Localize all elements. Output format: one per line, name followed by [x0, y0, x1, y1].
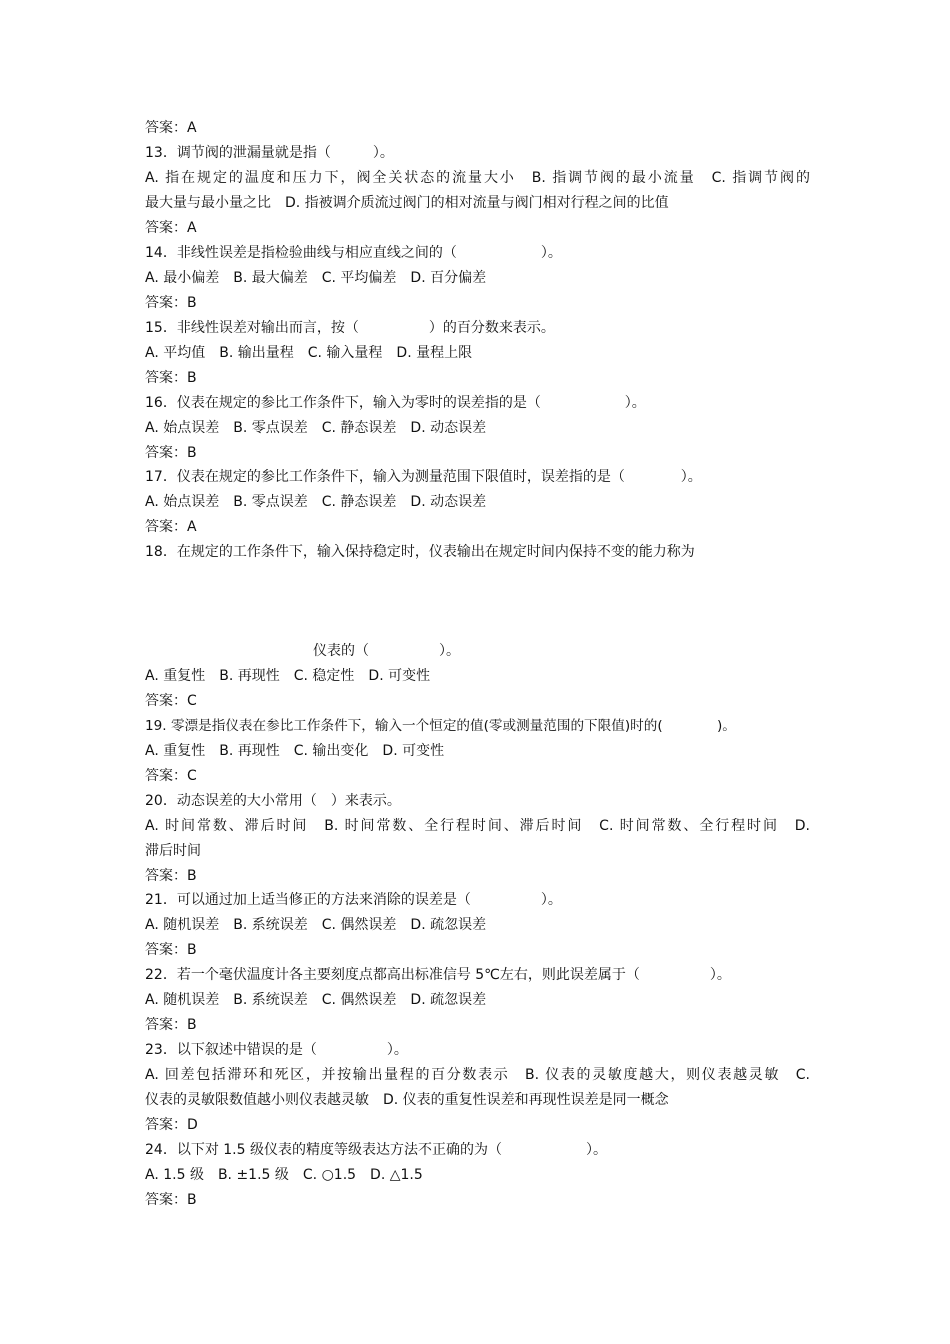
answer-line: 答案：B [145, 868, 197, 884]
question-17: 17．仪表在规定的参比工作条件下，输入为测量范围下限值时，误差指的是（ ）。 [145, 469, 702, 485]
question-21: 21．可以通过加上适当修正的方法来消除的误差是（ ）。 [145, 892, 562, 908]
options-16: A. 始点误差 B. 零点误差 C. 静态误差 D. 动态误差 [145, 420, 487, 436]
answer-line: 答案：B [145, 295, 197, 311]
question-13: 13．调节阀的泄漏量就是指（ ）。 [145, 145, 394, 161]
options-14: A. 最小偏差 B. 最大偏差 C. 平均偏差 D. 百分偏差 [145, 270, 487, 286]
answer-line: 答案：A [145, 220, 197, 236]
question-15: 15．非线性误差对输出而言，按（ ）的百分数来表示。 [145, 320, 555, 336]
options-23-line-1: A. 回差包括滞环和死区，并按输出量程的百分数表示 B. 仪表的灵敏度越大，则仪表越灵敏 C. [145, 1067, 810, 1083]
question-24: 24．以下对 1.5 级仪表的精度等级表达方法不正确的为（ ）。 [145, 1142, 607, 1158]
options-24: A. 1.5 级 B. ±1.5 级 C. ○1.5 D. △1.5 [145, 1167, 423, 1183]
options-23-line-2: 仪表的灵敏限数值越小则仪表越灵敏 D. 仪表的重复性误差和再现性误差是同一概念 [145, 1092, 669, 1108]
options-17: A. 始点误差 B. 零点误差 C. 静态误差 D. 动态误差 [145, 494, 487, 510]
answer-line: 答案：C [145, 693, 197, 709]
options-13-line-1: A. 指在规定的温度和压力下，阀全关状态的流量大小 B. 指调节阀的最小流量 C. 指调节阀的 [145, 170, 810, 186]
question-23: 23．以下叙述中错误的是（ ）。 [145, 1042, 408, 1058]
question-18-line-1: 18．在规定的工作条件下，输入保持稳定时，仪表输出在规定时间内保持不变的能力称为 [145, 544, 695, 560]
question-19: 19. 零漂是指仪表在参比工作条件下，输入一个恒定的值(零或测量范围的下限值)时的( )。 [145, 718, 736, 734]
question-18-line-2: 仪表的（ ）。 [313, 643, 460, 659]
answer-line: 答案：B [145, 942, 197, 958]
options-13-line-2: 最大量与最小量之比 D. 指被调介质流过阀门的相对流量与阀门相对行程之间的比值 [145, 195, 669, 211]
question-20: 20．动态误差的大小常用（ ）来表示。 [145, 793, 401, 809]
options-20-line-1: A. 时间常数、滞后时间 B. 时间常数、全行程时间、滞后时间 C. 时间常数、全行程时间 D. [145, 818, 810, 834]
answer-line: 答案：A [145, 120, 197, 136]
answer-line: 答案：B [145, 1017, 197, 1033]
answer-line: 答案：B [145, 445, 197, 461]
options-20-line-2: 滞后时间 [145, 843, 201, 859]
options-21: A. 随机误差 B. 系统误差 C. 偶然误差 D. 疏忽误差 [145, 917, 487, 933]
answer-line: 答案：A [145, 519, 197, 535]
answer-line: 答案：C [145, 768, 197, 784]
question-22: 22．若一个毫伏温度计各主要刻度点都高出标准信号 5℃左右，则此误差属于（ ）。 [145, 967, 731, 983]
answer-line: 答案：B [145, 370, 197, 386]
options-15: A. 平均值 B. 输出量程 C. 输入量程 D. 量程上限 [145, 345, 473, 361]
answer-line: 答案：D [145, 1117, 198, 1133]
options-18: A. 重复性 B. 再现性 C. 稳定性 D. 可变性 [145, 668, 431, 684]
question-14: 14．非线性误差是指检验曲线与相应直线之间的（ ）。 [145, 245, 562, 261]
answer-line: 答案：B [145, 1192, 197, 1208]
question-16: 16．仪表在规定的参比工作条件下，输入为零时的误差指的是（ ）。 [145, 395, 646, 411]
options-22: A. 随机误差 B. 系统误差 C. 偶然误差 D. 疏忽误差 [145, 992, 487, 1008]
options-19: A. 重复性 B. 再现性 C. 输出变化 D. 可变性 [145, 743, 445, 759]
